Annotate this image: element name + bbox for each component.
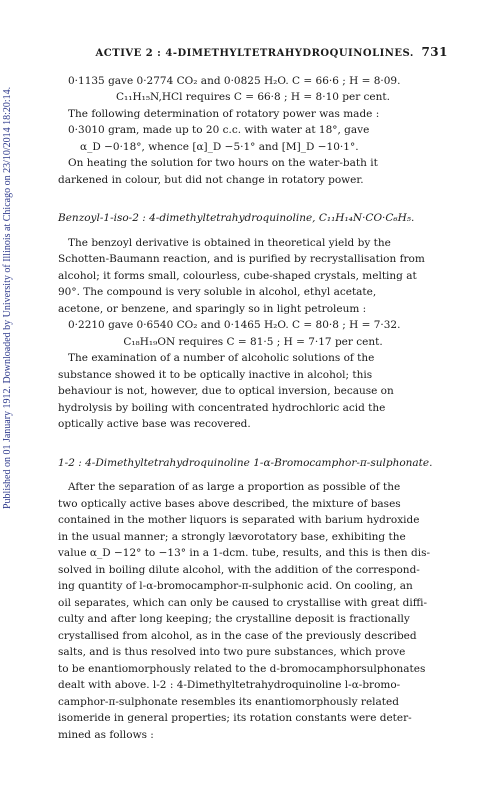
- text-line: optically active base was recovered.: [58, 418, 251, 430]
- publication-watermark: Published on 01 January 1912. Downloaded by University of Illinois at Chicago on 23/10/2014 18:20:14.: [2, 86, 13, 510]
- text-line: camphor-π-sulphonate resembles its enantiomorphously related: [58, 695, 399, 708]
- text-line: ing quantity of l-α-bromocamphor-π-sulphonic acid. On cooling, an: [58, 580, 413, 592]
- text-line: salts, and is thus resolved into two pure substances, which prove: [58, 646, 406, 658]
- text-line: two optically active bases above described, the mixture of bases: [58, 497, 401, 510]
- text-line: C₁₈H₁₉ON requires C = 81·5 ; H = 7·17 per cent.: [123, 335, 383, 348]
- text-line: 0·3010 gram, made up to 20 c.c. with water at 18°, gave: [68, 124, 370, 136]
- analysis-block-1: [58, 73, 448, 189]
- benzoyl-section: [58, 210, 448, 433]
- text-line: culty and after long keeping; the crystalline deposit is fractionally: [58, 613, 410, 625]
- text-line: acetone, or benzene, and sparingly so in light petroleum :: [58, 302, 367, 315]
- section-heading: 1-2 : 4-Dimethyltetrahydroquinoline 1-α-Bromocamphor-π-sulphonate.: [58, 456, 433, 469]
- text-line: 90°. The compound is very soluble in alcohol, ethyl acetate,: [58, 286, 377, 298]
- text-line: dealt with above. l-2 : 4-Dimethyltetrahydroquinoline l-α-bromo-: [58, 679, 401, 691]
- text-line: C₁₁H₁₅N,HCl requires C = 66·8 ; H = 8·10 per cent.: [116, 91, 390, 103]
- text-line: isomeride in general properties; its rotation constants were deter-: [58, 712, 412, 724]
- section-heading: Benzoyl-1-iso-2 : 4-dimethyltetrahydroquinoline, C₁₁H₁₄N·CO·C₆H₅.: [58, 212, 415, 224]
- text-line: contained in the mother liquors is separated with barium hydroxide: [58, 514, 420, 526]
- text-line: darkened in colour, but did not change in rotatory power.: [58, 173, 364, 186]
- running-title: ACTIVE 2 : 4-DIMETHYLTETRAHYDROQUINOLINES.: [95, 48, 414, 59]
- text-line: 0·2210 gave 0·6540 CO₂ and 0·1465 H₂O. C = 80·8 ; H = 7·32.: [68, 319, 401, 331]
- page-number: 731: [421, 45, 448, 59]
- text-line: oil separates, which can only be caused to crystallise with great diffi-: [58, 596, 428, 609]
- text-line: behaviour is not, however, due to optical inversion, because on: [58, 385, 394, 397]
- text-line: value α_D −12° to −13° in a 1-dcm. tube, results, and this is then dis-: [58, 547, 431, 559]
- text-line: The following determination of rotatory power was made :: [68, 107, 380, 120]
- text-line: in the usual manner; a strongly lævorotatory base, exhibiting the: [58, 530, 406, 543]
- text-line: mined as follows :: [58, 728, 154, 741]
- text-line: crystallised from alcohol, as in the case of the previously described: [58, 629, 417, 642]
- text-line: hydrolysis by boiling with concentrated hydrochloric acid the: [58, 401, 386, 414]
- text-line: The examination of a number of alcoholic solutions of the: [68, 352, 375, 364]
- text-line: alcohol; it forms small, colourless, cube-shaped crystals, melting at: [58, 269, 417, 282]
- text-line: Schotten-Baumann reaction, and is purified by recrystallisation from: [58, 253, 425, 265]
- bromocamphor-section: [58, 455, 448, 744]
- text-line: On heating the solution for two hours on the water-bath it: [68, 157, 378, 169]
- page-content: [58, 44, 448, 743]
- text-line: 0·1135 gave 0·2774 CO₂ and 0·0825 H₂O. C = 66·6 ; H = 8·09.: [68, 74, 401, 87]
- running-header: [58, 44, 448, 63]
- text-line: α_D −0·18°, whence [α]_D −5·1° and [M]_D −10·1°.: [80, 140, 359, 153]
- text-line: solved in boiling dilute alcohol, with the addition of the correspond-: [58, 563, 420, 576]
- text-line: substance showed it to be optically inactive in alcohol; this: [58, 368, 373, 381]
- text-line: After the separation of as large a proportion as possible of the: [68, 481, 401, 493]
- text-line: The benzoyl derivative is obtained in theoretical yield by the: [68, 236, 391, 249]
- text-line: to be enantiomorphously related to the d-bromocamphorsulphonates: [58, 662, 426, 675]
